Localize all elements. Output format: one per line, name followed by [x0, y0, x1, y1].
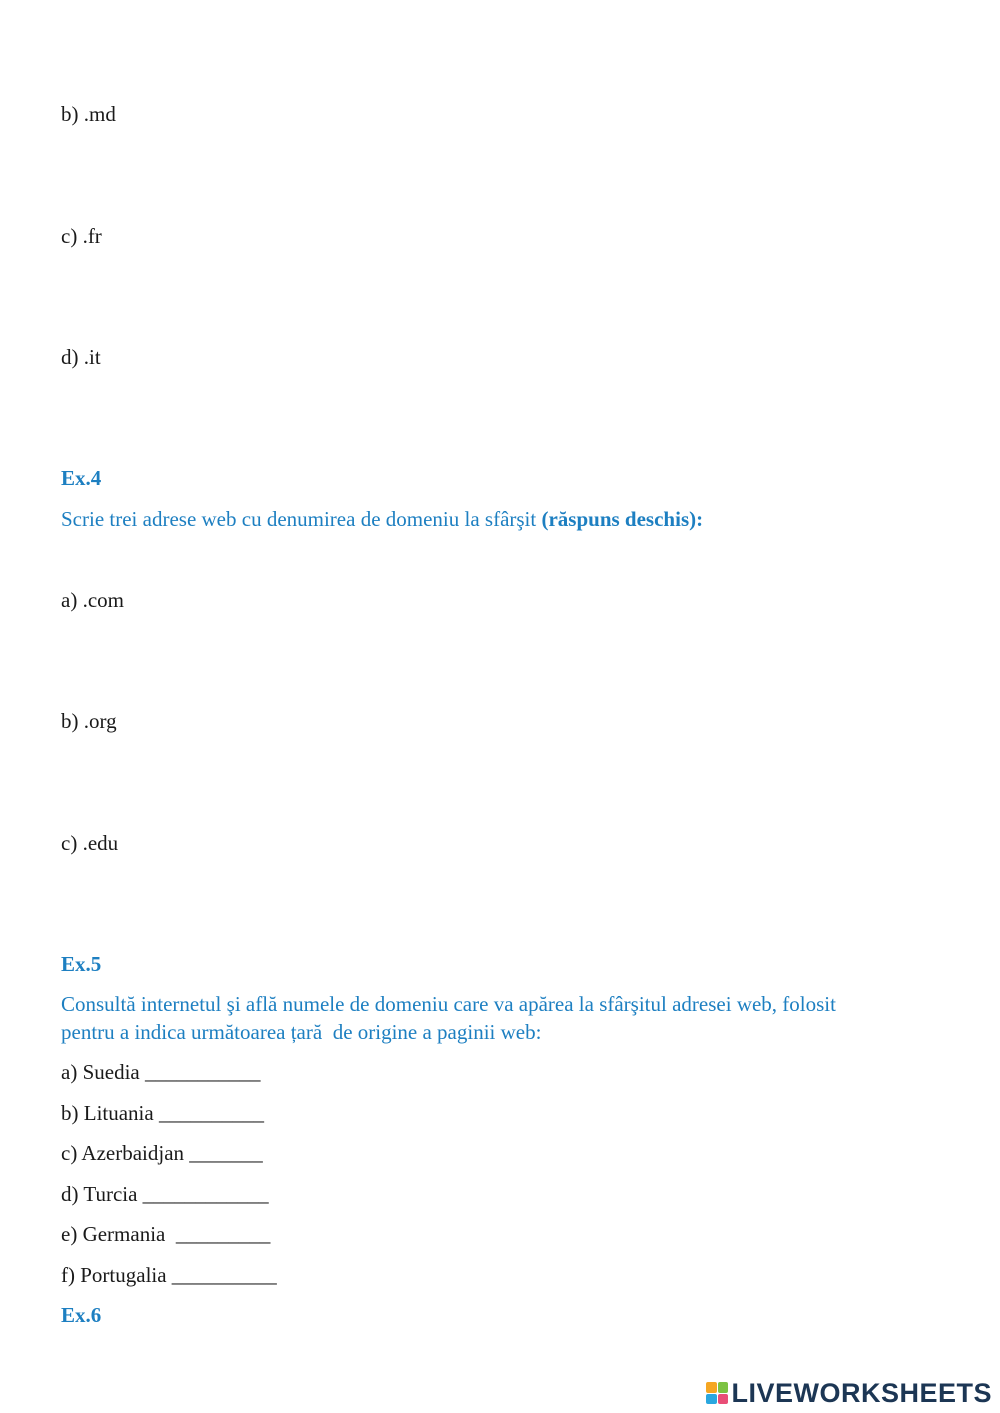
logo-square-3 — [706, 1394, 717, 1405]
ex6-heading: Ex.6 — [61, 1303, 102, 1327]
ex5-item-lituania: b) Lituania __________ — [61, 1101, 264, 1125]
ex4-option-b: b) .org — [61, 709, 117, 733]
ex3-option-d: d) .it — [61, 345, 101, 369]
ex4-heading: Ex.4 — [61, 466, 102, 490]
ex4-instruction-bold: (răspuns deschis): — [541, 507, 704, 531]
ex3-option-b: b) .md — [61, 102, 116, 126]
liveworksheets-logo — [706, 1378, 992, 1408]
ex5-item-turcia: d) Turcia ____________ — [61, 1182, 269, 1206]
ex4-option-a: a) .com — [61, 588, 124, 612]
ex5-item-suedia: a) Suedia ___________ — [61, 1060, 261, 1084]
ex5-instruction-line1: Consultă internetul şi află numele de domeniu care va apărea la sfârşitul adresei web, folosit — [61, 992, 836, 1016]
liveworksheets-logo-icon — [706, 1382, 728, 1404]
liveworksheets-logo-text: LIVEWORKSHEETS — [731, 1377, 992, 1408]
ex3-option-c: c) .fr — [61, 224, 102, 248]
ex4-instruction — [61, 505, 703, 533]
ex5-instruction-line2: pentru a indica următoarea țară de origine a paginii web: — [61, 1020, 542, 1044]
ex5-heading: Ex.5 — [61, 952, 102, 976]
logo-square-4 — [718, 1394, 729, 1405]
ex5-item-germania: e) Germania _________ — [61, 1222, 271, 1246]
ex5-item-portugalia: f) Portugalia __________ — [61, 1263, 277, 1287]
logo-square-1 — [706, 1382, 717, 1393]
ex5-item-azerbaidjan: c) Azerbaidjan _______ — [61, 1141, 263, 1165]
logo-square-2 — [718, 1382, 729, 1393]
ex4-option-c: c) .edu — [61, 831, 119, 855]
ex4-instruction-text: Scrie trei adrese web cu denumirea de domeniu la sfârşit — [61, 507, 542, 531]
